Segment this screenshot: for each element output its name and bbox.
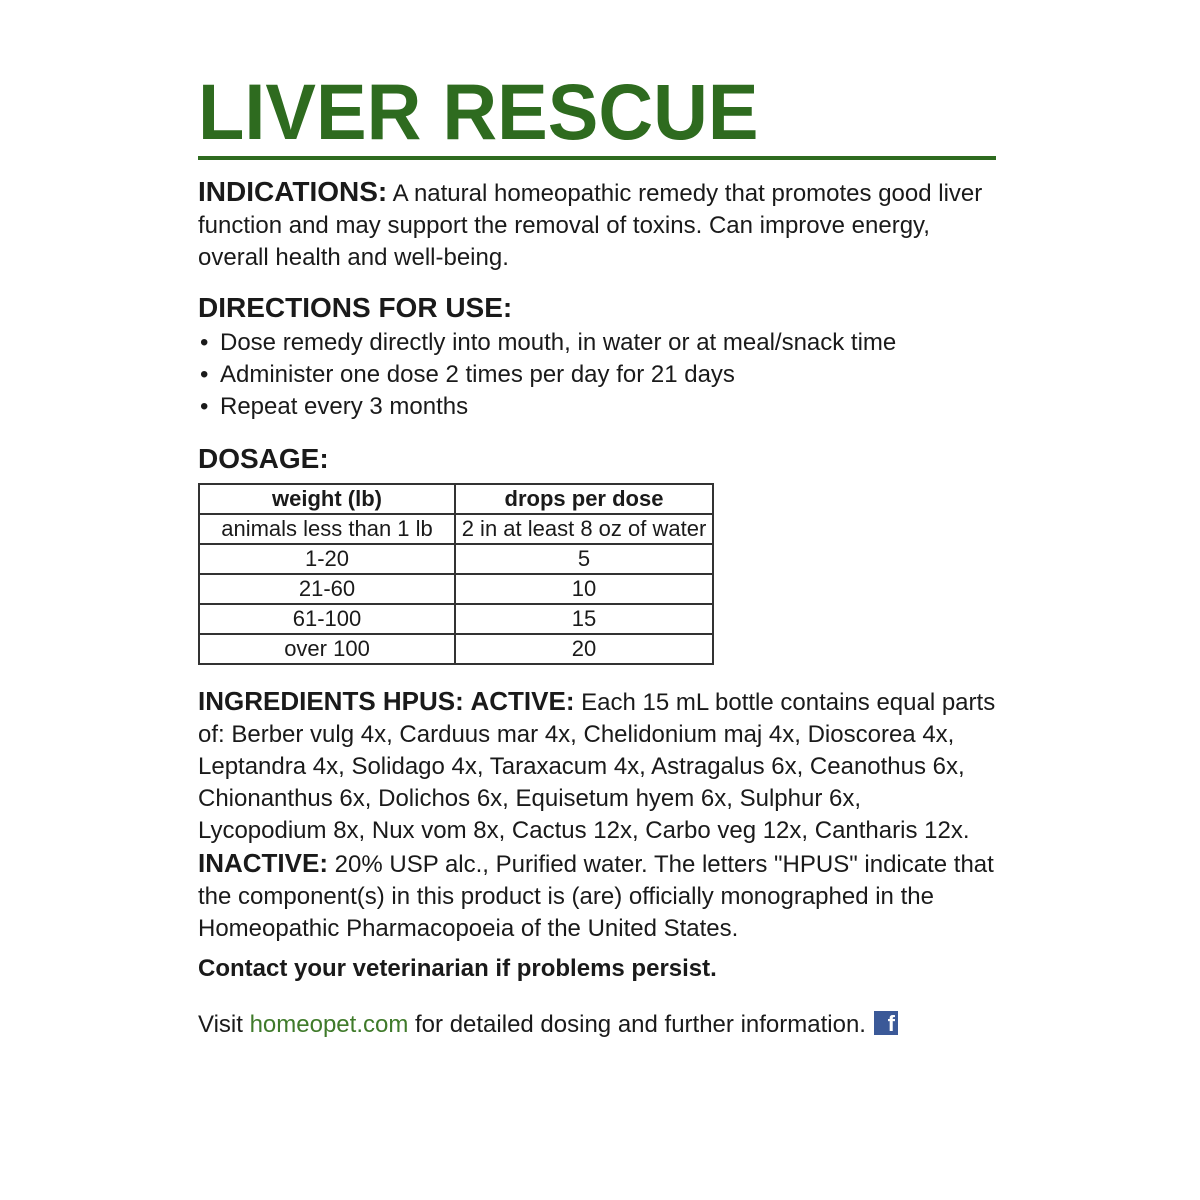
weight-cell: animals less than 1 lb	[199, 514, 455, 544]
visit-prefix: Visit	[198, 1011, 243, 1038]
title-divider	[198, 156, 996, 160]
bullet-icon: •	[200, 361, 209, 388]
bullet-icon: •	[200, 329, 209, 356]
active-label: ACTIVE:	[470, 686, 575, 716]
drops-cell: 15	[455, 604, 713, 634]
dosage-heading: DOSAGE:	[198, 443, 329, 474]
weight-cell: over 100	[199, 634, 455, 664]
indications-text: A natural homeopathic remedy that promotes good liver function and may support the removal of toxins. Can improve energy, overall health and well-being.	[198, 180, 983, 271]
drops-cell: 20	[455, 634, 713, 664]
weight-cell: 1-20	[199, 544, 455, 574]
bullet-icon: •	[200, 393, 209, 420]
list-item: • Repeat every 3 months	[198, 391, 996, 423]
table-row	[199, 514, 713, 544]
product-label	[198, 67, 996, 1041]
visit-suffix: for detailed dosing and further information.	[415, 1011, 866, 1038]
ingredients-section	[198, 685, 996, 945]
weight-cell: 61-100	[199, 604, 455, 634]
inactive-ingredients-text: 20% USP alc., Purified water. The letters "HPUS" indicate that the component(s) in this product is (are) officially monographed in the Homeopathic Pharmacopoeia of the United States.	[198, 851, 994, 942]
list-item: • Administer one dose 2 times per day for 21 days	[198, 359, 996, 391]
directions-heading: DIRECTIONS FOR USE:	[198, 292, 513, 323]
indications-heading: INDICATIONS:	[198, 176, 388, 207]
website-link[interactable]: homeopet.com	[249, 1011, 409, 1038]
page-title: LIVER RESCUE	[198, 67, 759, 156]
column-header-drops: drops per dose	[455, 484, 713, 514]
indications-section	[198, 176, 996, 274]
directions-list	[198, 327, 996, 423]
contact-note: Contact your veterinarian if problems persist.	[198, 955, 717, 982]
inactive-label: INACTIVE:	[198, 848, 328, 878]
table-row	[199, 574, 713, 604]
table-row	[199, 544, 713, 574]
column-header-weight: weight (lb)	[199, 484, 455, 514]
visit-line	[198, 1009, 996, 1041]
drops-cell: 2 in at least 8 oz of water	[455, 514, 713, 544]
list-item: • Dose remedy directly into mouth, in water or at meal/snack time	[198, 327, 996, 359]
drops-cell: 10	[455, 574, 713, 604]
table-row	[199, 604, 713, 634]
weight-cell: 21-60	[199, 574, 455, 604]
dosage-table	[198, 483, 714, 665]
facebook-icon[interactable]: f	[874, 1011, 898, 1035]
ingredients-heading: INGREDIENTS HPUS:	[198, 686, 464, 716]
active-ingredients-text: Each 15 mL bottle contains equal parts of: Berber vulg 4x, Carduus mar 4x, Chelidonium maj 4x, Dioscorea 4x, Leptandra 4x, Solidago 4x, Taraxacum 4x, Astragalus 6x, Ceanothus 6x, Chionanthus 6x, Dolichos 6x, Equisetum hyem 6x, Sulphur 6x, Lycopodium 8x, Nux vom 8x, Cactus 12x, Carbo veg 12x, Cantharis 12x.	[198, 689, 996, 844]
table-row	[199, 634, 713, 664]
table-header-row	[199, 484, 713, 514]
drops-cell: 5	[455, 544, 713, 574]
